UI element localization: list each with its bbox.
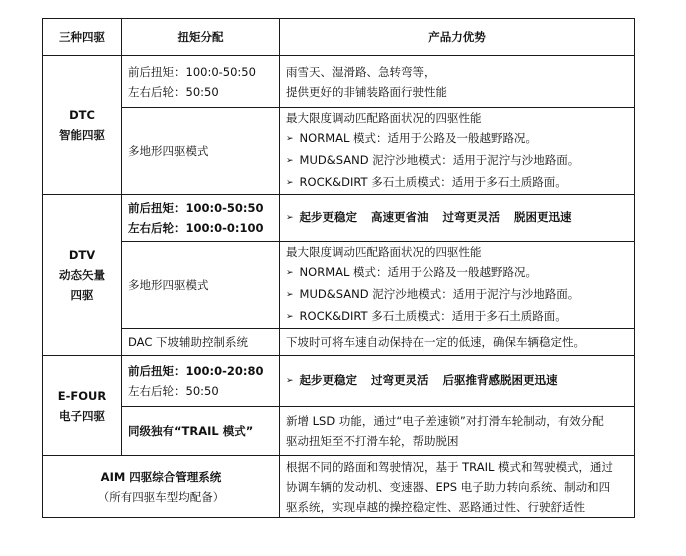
aim-row	[43, 456, 635, 518]
advantage-line: 根据不同的路面和驾驶情况，基于 TRAIL 模式和驾驶模式，通过	[286, 459, 614, 474]
efour-trail-advantage-cell	[280, 407, 635, 456]
bullet-text: NORMAL 模式：适用于公路及一般越野路况。	[299, 265, 538, 279]
bullet-item	[286, 128, 628, 150]
bullet-text: NORMAL 模式：适用于公路及一般越野路况。	[299, 131, 538, 145]
dtc-subname: 智能四驱	[59, 128, 105, 142]
dtv-row-torque	[43, 195, 635, 242]
dtv-left-right-torque: 左右后轮：100:0-0:100	[128, 221, 264, 235]
dtv-name: DTV	[68, 248, 96, 262]
efour-system-cell	[43, 356, 122, 456]
efour-left-right-torque: 左右后轮：50:50	[128, 384, 219, 398]
arrow-bullet-icon: ➢	[286, 178, 294, 188]
dtc-left-right-torque: 左右后轮：50:50	[128, 84, 219, 99]
four-wheel-drive-comparison-table	[42, 18, 635, 518]
advantage-item: 过弯更灵活	[371, 373, 429, 387]
advantage-line: 驱动扭矩至不打滑车轮，帮助脱困	[286, 434, 459, 448]
efour-subname: 电子四驱	[59, 408, 105, 423]
efour-advantage-cell	[280, 356, 635, 407]
bullet-item	[286, 150, 628, 172]
advantage-item: 脱困更迅速	[514, 210, 572, 224]
efour-row-torque	[43, 356, 635, 407]
bullet-text: MUD&SAND 泥泞沙地模式：适用于泥泞与沙地路面。	[299, 287, 580, 301]
bullet-item	[286, 172, 628, 194]
arrow-bullet-icon: ➢	[286, 134, 294, 144]
header-torque: 扭矩分配	[122, 19, 280, 56]
header-advantage: 产品力优势	[280, 19, 635, 56]
advantage-line: 协调车辆的发动机、变速器、EPS 电子助力转向系统、制动和四	[286, 479, 611, 494]
dtc-advantage-cell	[280, 56, 635, 108]
advantage-intro: 最大限度调动匹配路面状况的四驱性能	[286, 111, 482, 125]
dtc-row-terrain	[43, 108, 635, 195]
advantage-line: 新增 LSD 功能，通过“电子差速锁”对打滑车轮制动，有效分配	[286, 414, 604, 428]
bullet-item	[286, 306, 628, 328]
dtc-terrain-advantage-cell	[280, 108, 635, 195]
dtv-dac-advantage-cell: 下坡时可将车速自动保持在一定的低速，确保车辆稳定性。	[280, 329, 635, 356]
dtc-torque-cell	[122, 56, 280, 108]
advantage-item: 后驱推背感脱困更迅速	[442, 373, 558, 387]
aim-system-cell	[43, 456, 280, 518]
efour-torque-cell	[122, 356, 280, 407]
aim-advantage-cell	[280, 456, 635, 518]
advantage-line: 驱系统，实现卓越的操控稳定性、恶路通过性、行驶舒适性	[286, 499, 585, 514]
bullet-text: ROCK&DIRT 多石土质模式：适用于多石土质路面。	[299, 175, 567, 189]
advantage-item: 高速更省油	[371, 210, 429, 224]
arrow-bullet-icon: ➢	[286, 268, 294, 278]
arrow-bullet-icon: ➢	[286, 156, 294, 166]
bullet-item	[286, 262, 628, 284]
efour-front-rear-torque: 前后扭矩：100:0-20:80	[128, 364, 264, 378]
aim-subtitle: （所有四驱车型均配备）	[97, 489, 225, 504]
arrow-bullet-icon: ➢	[286, 213, 294, 223]
efour-row-trail	[43, 407, 635, 456]
dtv-subname-1: 动态矢量	[59, 268, 105, 282]
dtv-advantage-cell	[280, 195, 635, 242]
arrow-bullet-icon: ➢	[286, 290, 294, 300]
advantage-item: 起步更稳定	[299, 373, 358, 387]
efour-name: E-FOUR	[57, 388, 107, 403]
dtv-subname-2: 四驱	[70, 288, 94, 302]
dtv-front-rear-torque: 前后扭矩：100:0-50:50	[128, 201, 264, 215]
dtv-row-dac	[43, 329, 635, 356]
advantage-item: 过弯更灵活	[442, 210, 501, 224]
arrow-bullet-icon: ➢	[286, 312, 294, 322]
advantage-line: 提供更好的非铺装路面行驶性能	[286, 84, 447, 99]
dtv-system-cell	[43, 195, 122, 356]
advantage-intro: 最大限度调动匹配路面状况的四驱性能	[286, 245, 482, 259]
dtc-name: DTC	[69, 108, 95, 122]
advantage-item: 起步更稳定	[299, 210, 358, 224]
aim-title: AIM 四驱综合管理系统	[100, 469, 222, 484]
dtc-row-torque	[43, 56, 635, 108]
dtv-torque-cell	[122, 195, 280, 242]
dtc-system-cell	[43, 56, 122, 195]
header-system: 三种四驱	[43, 19, 122, 56]
dtc-front-rear-torque: 前后扭矩：100:0-50:50	[128, 64, 256, 79]
header-row	[43, 19, 635, 56]
bullet-text: ROCK&DIRT 多石土质模式：适用于多石土质路面。	[299, 309, 567, 323]
dtv-terrain-advantage-cell	[280, 242, 635, 329]
dtv-terrain-mode-cell: 多地形四驱模式	[122, 242, 280, 329]
dtv-row-terrain	[43, 242, 635, 329]
dtc-terrain-mode-cell: 多地形四驱模式	[122, 108, 280, 195]
arrow-bullet-icon: ➢	[286, 376, 294, 386]
advantage-line: 雨雪天、湿滑路、急转弯等，	[286, 64, 436, 79]
bullet-text: MUD&SAND 泥泞沙地模式：适用于泥泞与沙地路面。	[299, 153, 580, 167]
dtv-dac-cell: DAC 下坡辅助控制系统	[122, 329, 280, 356]
bullet-item	[286, 284, 628, 306]
efour-trail-mode-cell: 同级独有“TRAIL 模式”	[122, 407, 280, 456]
